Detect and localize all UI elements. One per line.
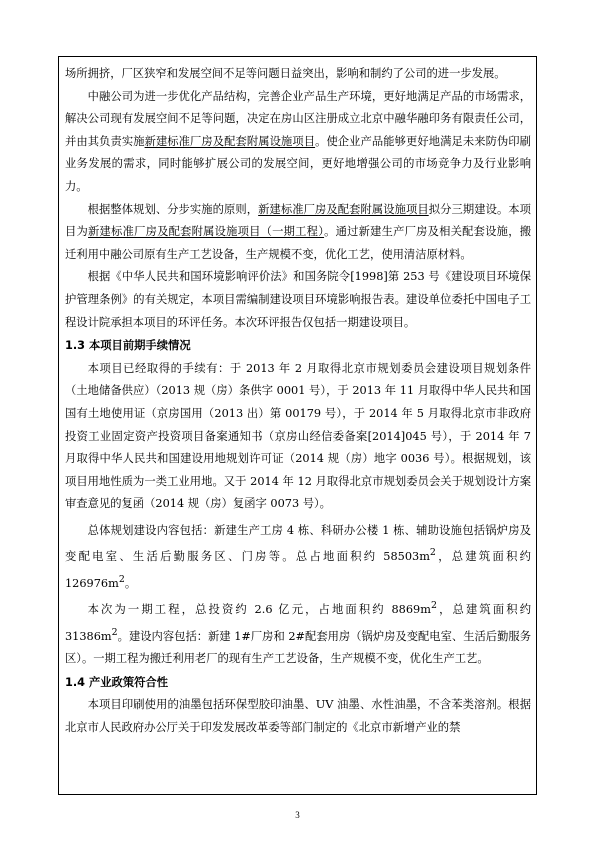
project-phase-name-underlined: 新建标准厂房及配套附属设施项目（一期工程） bbox=[88, 225, 325, 239]
superscript: 2 bbox=[429, 547, 436, 559]
project-name-underlined: 新建标准厂房及配套附属设施项目 bbox=[258, 202, 429, 216]
paragraph-phased-construction: 根据整体规划、分步实施的原则，新建标准厂房及配套附属设施项目拟分三期建设。本项目为新建标准厂房及配套附属设施项目（一期工程）。通过新建生产厂房及相关配套设施，搬迁利用中融公司原有生产工艺设备，生产规模不变，优化工艺，使用清洁原材料。 bbox=[65, 202, 531, 261]
report-body bbox=[59, 57, 536, 739]
paragraph-company-background: 中融公司为进一步优化产品结构，完善企业产品生产环境，更好地满足产品的市场需求，解决公司现有发展空间不足等问题，决定在房山区注册成立北京中融华融印务有限责任公司，并由其负责实施新建标准厂房及配套附属设施项目。使企业产品能够更好地满足未来防伪印刷业务发展的需求，同时能够扩展公司的发展空间，更好地增强公司的市场竞争力及行业影响力。 bbox=[65, 89, 531, 193]
section-heading-1-4: 1.4 产业政策符合性 bbox=[65, 675, 169, 689]
paragraph-overall-plan: 总体规划建设内容包括：新建生产工房 4 栋、科研办公楼 1 栋、辅助设施包括锅炉房及变配电室、生活后勤服务区、门房等。总占地面积约 $58503m^2$，总建筑面积约 $126976m^2$。 bbox=[65, 523, 531, 590]
paragraph-industrial-policy: 本项目印刷使用的油墨包括环保型胶印油墨、UV 油墨、水性油墨，不含苯类溶剂。根据北京市人民政府办公厅关于印发发展改革委等部门制定的《北京市新增产业的禁 bbox=[65, 698, 531, 734]
section-heading-1-3: 1.3 本项目前期手续情况 bbox=[65, 339, 191, 353]
report-table-frame bbox=[58, 56, 537, 795]
superscript: 2 bbox=[111, 626, 118, 638]
paragraph-continuation: 场所拥挤，厂区狭窄和发展空间不足等问题日益突出，影响和制约了公司的进一步发展。 bbox=[65, 67, 506, 80]
paragraph-approvals: 本项目已经取得的手续有：于 2013 年 2 月取得北京市规划委员会建设项目规划条件（土地储备供应）（2013 规（房）条供字 0001 号），于 2013 年 11 月取得中华人民共和国国有土地使用证（京房国用（2013 出）第 00179 号），于 2014 年 5 月取得北京市非政府投资工业固定资产投资项目备案通知书（京房山经信委备案[2014]045 号），于 2014 年 7 月取得中华人民共和国建设用地规划许可证（2014 规（房）地字 0036 号）。根据规划，该项目用地性质为一类工业用地。又于 2014 年 12 月取得北京市规划委员会关于规划设计方案审查意见的复函（2014 规（房）复函字 0073 号）。 bbox=[65, 361, 531, 511]
superscript: 2 bbox=[118, 573, 125, 585]
page-number: 3 bbox=[295, 810, 300, 820]
paragraph-legal-basis: 根据《中华人民共和国环境影响评价法》和国务院令[1998]第 253 号《建设项目环境保护管理条例》的有关规定，本项目需编制建设项目环境影响报告表。建设单位委托中国电子工程设计院承担本项目的环评任务。本次环评报告仅包括一期建设项目。 bbox=[65, 270, 531, 329]
superscript: 2 bbox=[430, 600, 437, 612]
paragraph-phase-one: 本次为一期工程，总投资约 2.6 亿元，占地面积约 $8869m^2$，总建筑面积约 $31386m^2$。建设内容包括：新建 1#厂房和 2#配套用房（锅炉房及变配电室、生活后勤服务区）。一期工程为搬迁利用老厂的现有生产工艺设备，生产规模不变，优化生产工艺。 bbox=[65, 600, 531, 665]
project-name-underlined: 新建标准厂房及配套附属设施项目 bbox=[144, 134, 316, 148]
